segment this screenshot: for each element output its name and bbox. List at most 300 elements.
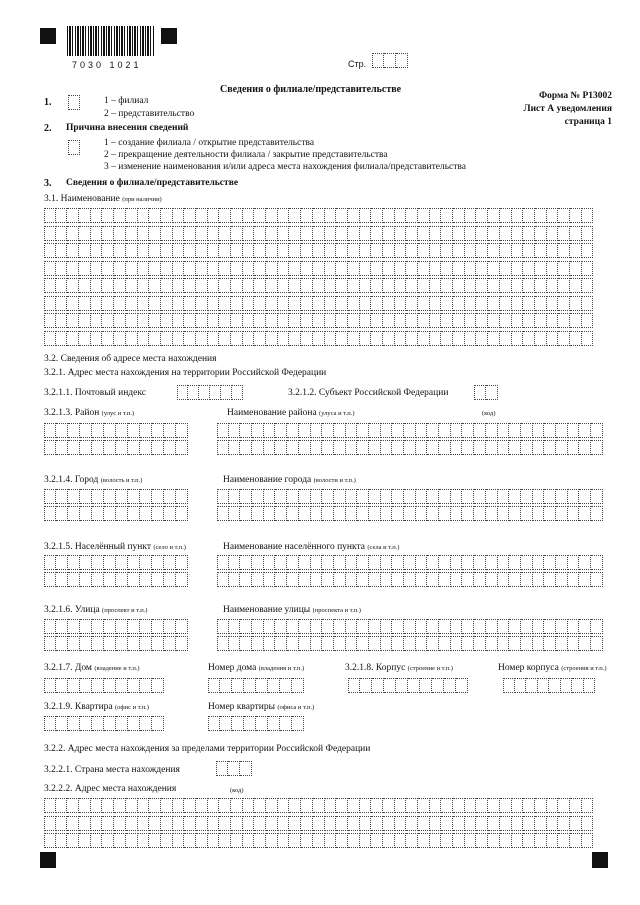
- grid-row[interactable]: [44, 313, 593, 328]
- grid-cell[interactable]: [430, 833, 442, 848]
- grid-cell[interactable]: [311, 555, 323, 570]
- grid-cell[interactable]: [523, 243, 535, 258]
- grid-cell[interactable]: [208, 833, 220, 848]
- grid-cell[interactable]: [68, 440, 80, 455]
- grid-cell[interactable]: [392, 440, 404, 455]
- grid-cell[interactable]: [535, 208, 547, 223]
- grid-cell[interactable]: [149, 798, 161, 813]
- grid-cell[interactable]: [264, 572, 276, 587]
- grid-cell[interactable]: [582, 331, 594, 346]
- grid-cell[interactable]: [152, 716, 164, 731]
- grid-cell[interactable]: [240, 440, 252, 455]
- grid-cell[interactable]: [299, 636, 311, 651]
- grid-cell[interactable]: [67, 798, 79, 813]
- grid-cell[interactable]: [521, 440, 533, 455]
- grid-cell[interactable]: [383, 331, 395, 346]
- grid-cell[interactable]: [582, 261, 594, 276]
- grid-cell[interactable]: [196, 243, 208, 258]
- grid-cell[interactable]: [217, 489, 229, 504]
- grid-cell[interactable]: [67, 208, 79, 223]
- grid-cell[interactable]: [264, 619, 276, 634]
- grid-cell[interactable]: [229, 572, 241, 587]
- grid-cell[interactable]: [266, 226, 278, 241]
- grid-cell[interactable]: [229, 555, 241, 570]
- grid-cell[interactable]: [102, 261, 114, 276]
- grid-cell[interactable]: [256, 678, 268, 693]
- grid-cell[interactable]: [512, 313, 524, 328]
- grid-cell[interactable]: [441, 331, 453, 346]
- grid-cell[interactable]: [126, 261, 138, 276]
- grid-cell[interactable]: [547, 208, 559, 223]
- grid-cell[interactable]: [568, 636, 580, 651]
- grid-cell[interactable]: [404, 423, 416, 438]
- grid-cell[interactable]: [140, 440, 152, 455]
- grid-cell[interactable]: [208, 313, 220, 328]
- grid-cell[interactable]: [299, 572, 311, 587]
- grid-cell[interactable]: [313, 296, 325, 311]
- grid-cell[interactable]: [140, 423, 152, 438]
- grid-cell[interactable]: [92, 440, 104, 455]
- grid-cell[interactable]: [418, 833, 430, 848]
- grid-cell[interactable]: [322, 555, 334, 570]
- grid-cell[interactable]: [149, 261, 161, 276]
- grid-cell[interactable]: [67, 226, 79, 241]
- grid-cell[interactable]: [526, 678, 538, 693]
- grid-row[interactable]: [44, 489, 188, 504]
- grid-row[interactable]: [217, 506, 603, 521]
- grid-cell[interactable]: [67, 313, 79, 328]
- grid-cell[interactable]: [568, 506, 580, 521]
- grid-cell[interactable]: [264, 636, 276, 651]
- grid-cell[interactable]: [465, 243, 477, 258]
- grid-cell[interactable]: [336, 798, 348, 813]
- grid-cell[interactable]: [456, 678, 468, 693]
- grid-cell[interactable]: [476, 261, 488, 276]
- grid-cell[interactable]: [152, 619, 164, 634]
- grid-cell[interactable]: [196, 798, 208, 813]
- grid-cell[interactable]: [404, 636, 416, 651]
- grid-cell[interactable]: [418, 798, 430, 813]
- grid-cell[interactable]: [56, 423, 68, 438]
- grid-cell[interactable]: [538, 678, 550, 693]
- grid-cell[interactable]: [369, 440, 381, 455]
- grid-cell[interactable]: [369, 489, 381, 504]
- grid-cell[interactable]: [68, 678, 80, 693]
- grid-cell[interactable]: [289, 296, 301, 311]
- grid-cell[interactable]: [462, 489, 474, 504]
- grid-cell[interactable]: [244, 678, 256, 693]
- grid-cell[interactable]: [219, 816, 231, 831]
- grid-cell[interactable]: [322, 506, 334, 521]
- grid-cell[interactable]: [462, 555, 474, 570]
- grid-cell[interactable]: [346, 440, 358, 455]
- grid-row[interactable]: [44, 572, 188, 587]
- country-cells[interactable]: [216, 761, 252, 776]
- grid-cell[interactable]: [348, 678, 360, 693]
- grid-cell[interactable]: [219, 313, 231, 328]
- grid-cell[interactable]: [196, 226, 208, 241]
- grid-cell[interactable]: [240, 636, 252, 651]
- grid-cell[interactable]: [217, 572, 229, 587]
- grid-cell[interactable]: [451, 619, 463, 634]
- grid-cell[interactable]: [176, 489, 188, 504]
- grid-cell[interactable]: [371, 798, 383, 813]
- grid-cell[interactable]: [488, 313, 500, 328]
- grid-cell[interactable]: [149, 331, 161, 346]
- grid-cell[interactable]: [56, 440, 68, 455]
- grid-cell[interactable]: [152, 506, 164, 521]
- grid-cell[interactable]: [287, 506, 299, 521]
- grid-cell[interactable]: [79, 798, 91, 813]
- grid-cell[interactable]: [486, 572, 498, 587]
- grid-cell[interactable]: [346, 619, 358, 634]
- grid-cell[interactable]: [521, 572, 533, 587]
- grid-cell[interactable]: [301, 226, 313, 241]
- grid-cell[interactable]: [465, 331, 477, 346]
- grid-cell[interactable]: [313, 833, 325, 848]
- grid-cell[interactable]: [278, 243, 290, 258]
- grid-cell[interactable]: [404, 506, 416, 521]
- grid-cell[interactable]: [556, 636, 568, 651]
- grid-cell[interactable]: [220, 716, 232, 731]
- grid-cell[interactable]: [544, 423, 556, 438]
- grid-cell[interactable]: [544, 619, 556, 634]
- grid-cell[interactable]: [80, 440, 92, 455]
- grid-cell[interactable]: [430, 798, 442, 813]
- grid-cell[interactable]: [208, 331, 220, 346]
- grid-cell[interactable]: [404, 555, 416, 570]
- grid-cell[interactable]: [591, 489, 603, 504]
- grid-cell[interactable]: [395, 798, 407, 813]
- grid-cell[interactable]: [231, 833, 243, 848]
- grid-cell[interactable]: [476, 833, 488, 848]
- grid-cell[interactable]: [184, 816, 196, 831]
- grid-cell[interactable]: [196, 313, 208, 328]
- grid-cell[interactable]: [266, 331, 278, 346]
- grid-cell[interactable]: [462, 636, 474, 651]
- grid-cell[interactable]: [68, 619, 80, 634]
- grid-cell[interactable]: [80, 619, 92, 634]
- grid-cell[interactable]: [476, 226, 488, 241]
- grid-cell[interactable]: [126, 208, 138, 223]
- grid-cell[interactable]: [556, 619, 568, 634]
- grid-cell[interactable]: [275, 489, 287, 504]
- grid-cell[interactable]: [104, 678, 116, 693]
- grid-cell[interactable]: [591, 440, 603, 455]
- grid-cell[interactable]: [381, 489, 393, 504]
- grid-cell[interactable]: [56, 636, 68, 651]
- grid-cell[interactable]: [570, 208, 582, 223]
- grid-cell[interactable]: [67, 261, 79, 276]
- grid-cell[interactable]: [406, 226, 418, 241]
- grid-cell[interactable]: [474, 489, 486, 504]
- grid-cell[interactable]: [287, 636, 299, 651]
- section-2-cell[interactable]: [68, 140, 80, 155]
- grid-cell[interactable]: [476, 278, 488, 293]
- grid-cell[interactable]: [161, 226, 173, 241]
- grid-cell[interactable]: [325, 816, 337, 831]
- grid-cell[interactable]: [173, 208, 185, 223]
- grid-cell[interactable]: [116, 506, 128, 521]
- grid-cell[interactable]: [476, 243, 488, 258]
- grid-cell[interactable]: [176, 440, 188, 455]
- grid-cell[interactable]: [196, 833, 208, 848]
- grid-cell[interactable]: [266, 296, 278, 311]
- grid-cell[interactable]: [161, 296, 173, 311]
- grid-cell[interactable]: [91, 798, 103, 813]
- grid-cell[interactable]: [427, 440, 439, 455]
- grid-cell[interactable]: [371, 296, 383, 311]
- grid-cell[interactable]: [371, 313, 383, 328]
- grid-cell[interactable]: [500, 226, 512, 241]
- grid-cell[interactable]: [486, 506, 498, 521]
- grid-row[interactable]: [217, 636, 603, 651]
- grid-cell[interactable]: [418, 261, 430, 276]
- grid-cell[interactable]: [591, 636, 603, 651]
- grid-cell[interactable]: [416, 489, 428, 504]
- grid-cell[interactable]: [240, 619, 252, 634]
- grid-cell[interactable]: [544, 555, 556, 570]
- grid-cell[interactable]: [348, 798, 360, 813]
- grid-cell[interactable]: [430, 296, 442, 311]
- grid-cell[interactable]: [381, 555, 393, 570]
- grid-cell[interactable]: [266, 208, 278, 223]
- grid-cell[interactable]: [512, 833, 524, 848]
- grid-cell[interactable]: [591, 506, 603, 521]
- grid-cell[interactable]: [91, 243, 103, 258]
- grid-cell[interactable]: [266, 278, 278, 293]
- grid-cell[interactable]: [476, 313, 488, 328]
- grid-cell[interactable]: [138, 261, 150, 276]
- grid-cell[interactable]: [173, 798, 185, 813]
- grid-cell[interactable]: [219, 798, 231, 813]
- grid-cell[interactable]: [325, 833, 337, 848]
- grid-cell[interactable]: [582, 296, 594, 311]
- grid-cell[interactable]: [102, 816, 114, 831]
- grid-cell[interactable]: [243, 296, 255, 311]
- grid-cell[interactable]: [430, 226, 442, 241]
- grid-cell[interactable]: [334, 555, 346, 570]
- grid-cell[interactable]: [381, 572, 393, 587]
- grid-cell[interactable]: [558, 313, 570, 328]
- grid-cell[interactable]: [280, 678, 292, 693]
- grid-cell[interactable]: [360, 243, 372, 258]
- grid-cell[interactable]: [441, 833, 453, 848]
- grid-cell[interactable]: [521, 636, 533, 651]
- grid-row[interactable]: [217, 572, 603, 587]
- grid-cell[interactable]: [92, 678, 104, 693]
- grid-cell[interactable]: [184, 226, 196, 241]
- grid-cell[interactable]: [406, 798, 418, 813]
- grid-cell[interactable]: [488, 798, 500, 813]
- grid-cell[interactable]: [301, 816, 313, 831]
- grid-cell[interactable]: [92, 572, 104, 587]
- grid-cell[interactable]: [128, 506, 140, 521]
- grid-cell[interactable]: [44, 208, 56, 223]
- grid-cell[interactable]: [299, 506, 311, 521]
- grid-cell[interactable]: [79, 261, 91, 276]
- grid-cell[interactable]: [184, 833, 196, 848]
- grid-cell[interactable]: [441, 296, 453, 311]
- grid-cell[interactable]: [149, 296, 161, 311]
- grid-cell[interactable]: [219, 226, 231, 241]
- grid-cell[interactable]: [512, 226, 524, 241]
- grid-cell[interactable]: [79, 833, 91, 848]
- grid-cell[interactable]: [392, 636, 404, 651]
- grid-cell[interactable]: [535, 798, 547, 813]
- grid-cell[interactable]: [509, 506, 521, 521]
- grid-cell[interactable]: [486, 440, 498, 455]
- grid-cell[interactable]: [521, 423, 533, 438]
- grid-cell[interactable]: [220, 678, 232, 693]
- grid-cell[interactable]: [500, 798, 512, 813]
- grid-cell[interactable]: [208, 261, 220, 276]
- grid-cell[interactable]: [453, 226, 465, 241]
- grid-cell[interactable]: [67, 816, 79, 831]
- grid-cell[interactable]: [441, 798, 453, 813]
- grid-cell[interactable]: [535, 226, 547, 241]
- grid-cell[interactable]: [56, 798, 68, 813]
- grid-row[interactable]: [208, 678, 304, 693]
- grid-cell[interactable]: [68, 506, 80, 521]
- grid-cell[interactable]: [535, 313, 547, 328]
- grid-cell[interactable]: [439, 619, 451, 634]
- grid-cell[interactable]: [161, 278, 173, 293]
- grid-cell[interactable]: [56, 619, 68, 634]
- grid-cell[interactable]: [556, 555, 568, 570]
- grid-cell[interactable]: [572, 678, 584, 693]
- grid-cell[interactable]: [498, 636, 510, 651]
- grid-cell[interactable]: [556, 440, 568, 455]
- grid-cell[interactable]: [287, 572, 299, 587]
- grid-cell[interactable]: [44, 506, 56, 521]
- grid-cell[interactable]: [208, 278, 220, 293]
- grid-cell[interactable]: [439, 440, 451, 455]
- grid-cell[interactable]: [416, 506, 428, 521]
- grid-cell[interactable]: [381, 423, 393, 438]
- grid-cell[interactable]: [500, 313, 512, 328]
- grid-cell[interactable]: [486, 619, 498, 634]
- grid-cell[interactable]: [313, 313, 325, 328]
- grid-cell[interactable]: [512, 798, 524, 813]
- grid-cell[interactable]: [453, 331, 465, 346]
- grid-cell[interactable]: [138, 313, 150, 328]
- grid-cell[interactable]: [68, 572, 80, 587]
- grid-cell[interactable]: [533, 489, 545, 504]
- grid-row[interactable]: [44, 555, 188, 570]
- grid-cell[interactable]: [114, 296, 126, 311]
- grid-cell[interactable]: [439, 506, 451, 521]
- grid-cell[interactable]: [292, 716, 304, 731]
- grid-cell[interactable]: [474, 555, 486, 570]
- grid-cell[interactable]: [462, 506, 474, 521]
- grid-cell[interactable]: [280, 716, 292, 731]
- grid-cell[interactable]: [311, 636, 323, 651]
- grid-cell[interactable]: [102, 313, 114, 328]
- grid-cell[interactable]: [406, 331, 418, 346]
- grid-cell[interactable]: [474, 506, 486, 521]
- grid-cell[interactable]: [114, 313, 126, 328]
- grid-cell[interactable]: [325, 243, 337, 258]
- grid-cell[interactable]: [544, 636, 556, 651]
- grid-cell[interactable]: [173, 296, 185, 311]
- grid-cell[interactable]: [488, 816, 500, 831]
- grid-cell[interactable]: [533, 506, 545, 521]
- grid-cell[interactable]: [570, 243, 582, 258]
- grid-cell[interactable]: [346, 636, 358, 651]
- grid-cell[interactable]: [44, 313, 56, 328]
- grid-cell[interactable]: [80, 489, 92, 504]
- grid-cell[interactable]: [346, 572, 358, 587]
- grid-cell[interactable]: [219, 261, 231, 276]
- grid-cell[interactable]: [462, 619, 474, 634]
- grid-cell[interactable]: [268, 716, 280, 731]
- grid-cell[interactable]: [68, 489, 80, 504]
- grid-cell[interactable]: [406, 833, 418, 848]
- grid-cell[interactable]: [465, 296, 477, 311]
- grid-cell[interactable]: [533, 619, 545, 634]
- grid-cell[interactable]: [416, 440, 428, 455]
- grid-cell[interactable]: [219, 296, 231, 311]
- grid-cell[interactable]: [301, 261, 313, 276]
- grid-cell[interactable]: [243, 833, 255, 848]
- grid-cell[interactable]: [140, 555, 152, 570]
- grid-cell[interactable]: [278, 816, 290, 831]
- grid-cell[interactable]: [336, 208, 348, 223]
- grid-cell[interactable]: [322, 423, 334, 438]
- grid-cell[interactable]: [278, 331, 290, 346]
- grid-cell[interactable]: [392, 572, 404, 587]
- grid-cell[interactable]: [266, 816, 278, 831]
- grid-cell[interactable]: [114, 331, 126, 346]
- grid-cell[interactable]: [240, 572, 252, 587]
- grid-cell[interactable]: [44, 278, 56, 293]
- grid-cell[interactable]: [547, 331, 559, 346]
- grid-cell[interactable]: [275, 440, 287, 455]
- grid-cell[interactable]: [334, 636, 346, 651]
- grid-cell[interactable]: [418, 278, 430, 293]
- grid-cell[interactable]: [56, 331, 68, 346]
- grid-cell[interactable]: [395, 296, 407, 311]
- grid-cell[interactable]: [371, 261, 383, 276]
- grid-cell[interactable]: [264, 506, 276, 521]
- grid-cell[interactable]: [91, 261, 103, 276]
- grid-cell[interactable]: [523, 261, 535, 276]
- grid-cell[interactable]: [311, 619, 323, 634]
- grid-cell[interactable]: [173, 833, 185, 848]
- grid-cell[interactable]: [68, 423, 80, 438]
- grid-cell[interactable]: [138, 816, 150, 831]
- grid-cell[interactable]: [184, 208, 196, 223]
- grid-cell[interactable]: [91, 278, 103, 293]
- grid-cell[interactable]: [371, 833, 383, 848]
- grid-cell[interactable]: [289, 208, 301, 223]
- grid-cell[interactable]: [92, 489, 104, 504]
- grid-row[interactable]: [44, 278, 593, 293]
- grid-cell[interactable]: [561, 678, 573, 693]
- grid-cell[interactable]: [465, 313, 477, 328]
- grid-cell[interactable]: [91, 313, 103, 328]
- grid-cell[interactable]: [348, 208, 360, 223]
- grid-cell[interactable]: [404, 489, 416, 504]
- grid-row[interactable]: [217, 489, 603, 504]
- grid-cell[interactable]: [173, 278, 185, 293]
- grid-cell[interactable]: [68, 716, 80, 731]
- grid-cell[interactable]: [512, 208, 524, 223]
- grid-cell[interactable]: [558, 331, 570, 346]
- grid-cell[interactable]: [451, 423, 463, 438]
- grid-row[interactable]: [44, 833, 593, 848]
